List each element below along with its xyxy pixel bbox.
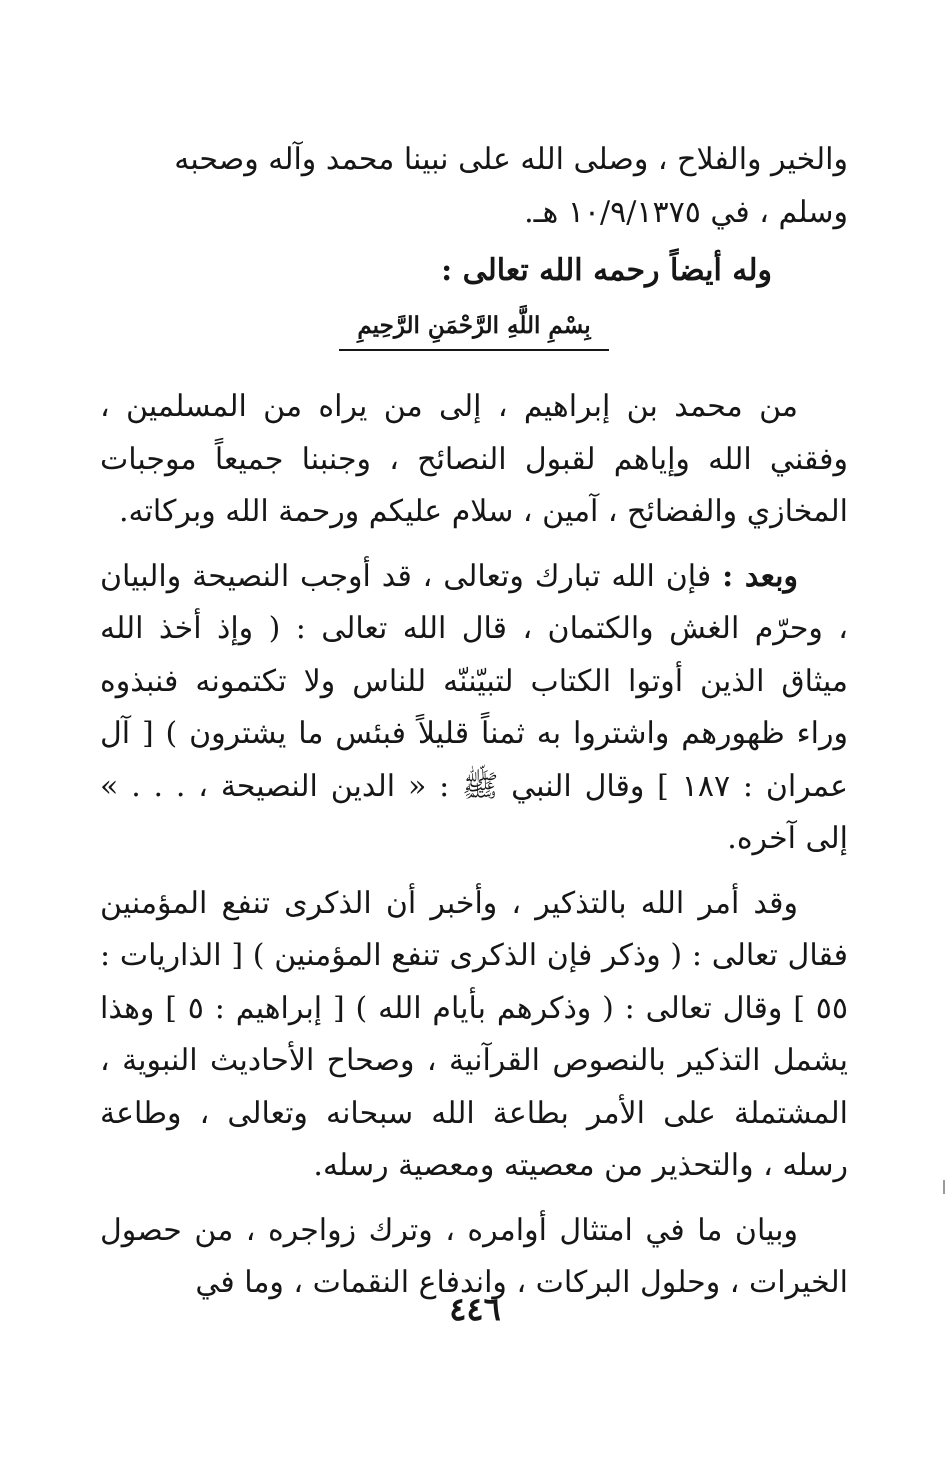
paragraph-1-lead: وبعد : (722, 558, 798, 594)
greeting-paragraph: من محمد بن إبراهيم ، إلى من يراه من المسلمين ، وفقني الله وإياهم لقبول النصائح ، وجنبنا جميعاً موجبات المخازي والفضائح ، آمين ، سلام عليكم ورحمة الله وبركاته. (100, 389, 848, 529)
closing-line-1: والخير والفلاح ، وصلى الله على نبينا محمد وآله وصحبه (174, 142, 848, 177)
page-body (100, 134, 848, 1310)
paragraph-3: وبيان ما في امتثال أوامره ، وترك زواجره ، من حصول الخيرات ، وحلول البركات ، واندفاع النقمات ، وما في (100, 1212, 848, 1300)
edge-mark (943, 1180, 945, 1194)
page-number: ٤٤٦ (449, 1290, 501, 1328)
basmala: بِسْمِ اللَّهِ الرَّحْمَنِ الرَّحِيمِ (339, 309, 608, 351)
closing-line-2: وسلم ، في ١٠/٩/١٣٧٥ هـ. (524, 194, 848, 230)
paragraph-1 (100, 551, 848, 866)
section-heading: وله أيضاً رحمه الله تعالى : (441, 253, 772, 288)
paragraph-1-text: فإن الله تبارك وتعالى ، قد أوجب النصيحة والبيان ، وحرّم الغش والكتمان ، قال الله تعالى : ( وإذ أخذ الله ميثاق الذين أوتوا الكتاب لتبيّننّه للناس ولا تكتمونه فنبذوه وراء ظهورهم واشتروا به ثمناً قليلاً فبئس ما يشترون ) [ آل عمران : ١٨٧ ] وقال النبي ﷺ : « الدين النصيحة ، . . . » إلى آخره. (100, 558, 849, 856)
basmala-row (100, 299, 848, 381)
paragraph-2: وقد أمر الله بالتذكير ، وأخبر أن الذكرى تنفع المؤمنين فقال تعالى : ( وذكر فإن الذكرى تنفع المؤمنين ) [ الذاريات : ٥٥ ] وقال تعالى : ( وذكرهم بأيام الله ) [ إبراهيم : ٥ ] وهذا يشمل التذكير بالنصوص القرآنية ، وصحاح الأحاديث النبوية ، المشتملة على الأمر بطاعة الله سبحانه وتعالى ، وطاعة رسله ، والتحذير من معصيته ومعصية رسله. (100, 885, 848, 1183)
